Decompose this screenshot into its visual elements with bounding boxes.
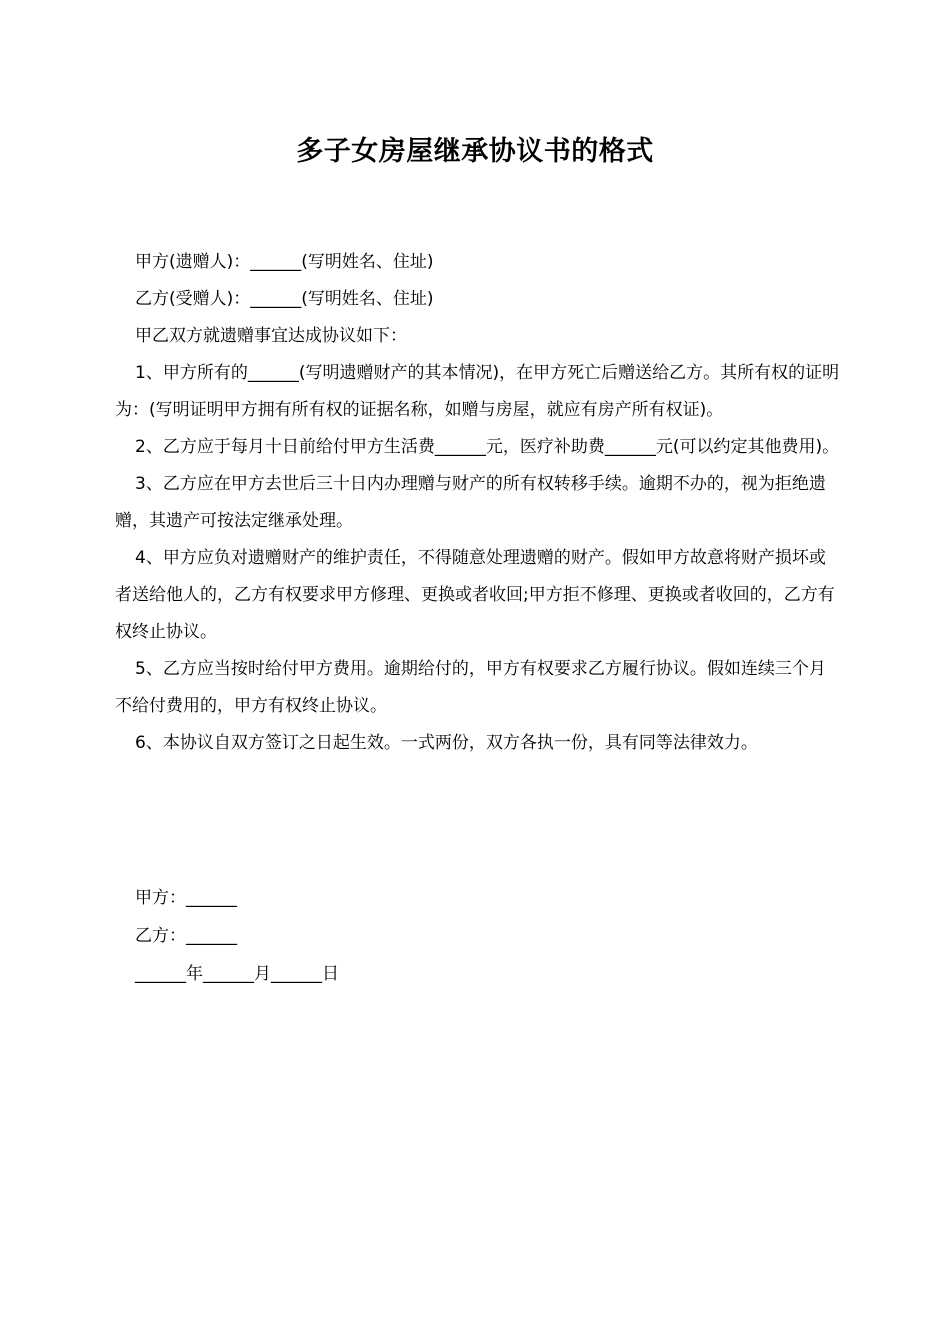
- intro-paragraph: 甲乙双方就遗赠事宜达成协议如下：: [135, 326, 407, 346]
- clause-5: 5、乙方应当按时给付甲方费用。逾期给付的，甲方有权要求乙方履行协议。假如连续三个月不给付费用的，甲方有权终止协议。: [115, 659, 826, 716]
- clause-2: 2、乙方应于每月十日前给付甲方生活费______元，医疗补助费______元(可以约定其他费用)。: [135, 437, 840, 457]
- document-title: 多子女房屋继承协议书的格式: [296, 136, 654, 167]
- signature-block: [135, 879, 339, 993]
- document-body: [115, 244, 840, 762]
- signature-party-b: 乙方：______: [135, 926, 237, 946]
- clause-6: 6、本协议自双方签订之日起生效。一式两份，双方各执一份，具有同等法律效力。: [135, 733, 758, 753]
- signature-party-a: 甲方：______: [135, 888, 237, 908]
- party-a-line: 甲方(遗赠人)：______(写明姓名、住址): [135, 252, 434, 272]
- clause-1: 1、甲方所有的______(写明遗赠财产的其本情况)，在甲方死亡后赠送给乙方。其所有权的证明为：(写明证明甲方拥有所有权的证据名称，如赠与房屋，就应有房产所有权证)。: [115, 363, 840, 420]
- clause-3: 3、乙方应在甲方去世后三十日内办理赠与财产的所有权转移手续。逾期不办的，视为拒绝遗赠，其遗产可按法定继承处理。: [115, 474, 826, 531]
- clause-4: 4、甲方应负对遗赠财产的维护责任，不得随意处理遗赠的财产。假如甲方故意将财产损坏或者送给他人的，乙方有权要求甲方修理、更换或者收回;甲方拒不修理、更换或者收回的，乙方有权终止协议。: [115, 548, 835, 642]
- party-b-line: 乙方(受赠人)：______(写明姓名、住址): [135, 289, 434, 309]
- signature-date: ______年______月______日: [135, 964, 339, 984]
